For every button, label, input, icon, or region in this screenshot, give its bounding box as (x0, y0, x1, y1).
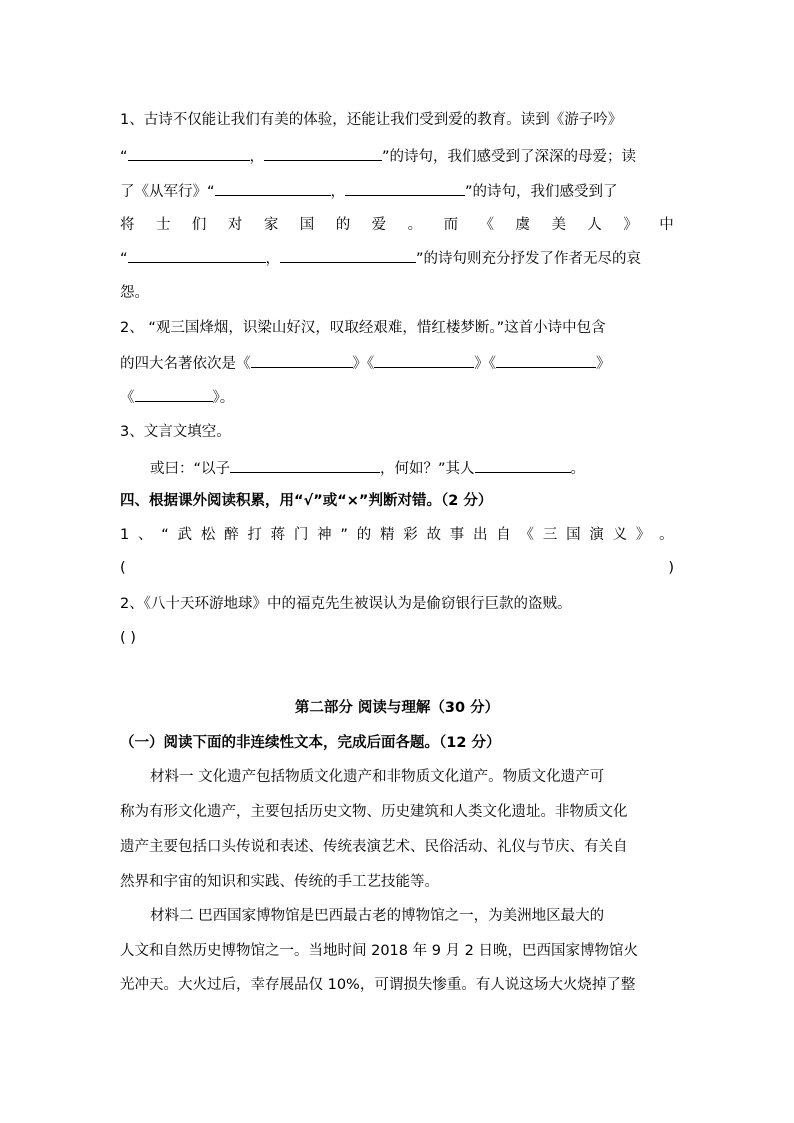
material-2-line-3: 光冲天。大火过后，幸存展品仅 10%，可谓损失惨重。有人说这场大火烧掉了整 (120, 977, 636, 993)
q3-line-1: 3、文言文填空。 (120, 424, 231, 440)
q3-line-2: 或曰：“以子 ，何如？”其人 。 (150, 457, 674, 479)
material-1-line-4: 然界和宇宙的知识和实践、传统的手工艺技能等。 (120, 874, 439, 890)
fill-blank[interactable] (374, 352, 474, 368)
q1-line-2: “ ， ”的诗句，我们感受到了深深的母爱；读 (120, 145, 674, 167)
fill-blank[interactable] (230, 457, 380, 473)
q2-line-3: 《 》。 (120, 386, 674, 408)
fill-blank[interactable] (280, 247, 416, 263)
fill-blank[interactable] (128, 247, 266, 263)
answer-box-1[interactable]: ( ) (120, 560, 674, 576)
fill-blank[interactable] (251, 352, 353, 368)
part2-subheading: （一）阅读下面的非连续性文本，完成后面各题。（12 分） (120, 735, 501, 751)
part2-title: 第二部分 阅读与理解（30 分） (294, 700, 500, 716)
q1-line-1: 1、古诗不仅能让我们有美的体验，还能让我们受到爱的教育。读到《游子吟》 (120, 112, 623, 128)
section4-item-2: 2、《八十天环游地球》中的福克先生被误认为是偷窃银行巨款的盗贼。 (120, 596, 572, 612)
section4-item-1: 1 、 “ 武 松 醉 打 蒋 门 神 ” 的 精 彩 故 事 出 自 《 三 国 演 义 》 。 (120, 527, 674, 543)
fill-blank[interactable] (345, 180, 465, 196)
answer-box-2[interactable]: ( ) (120, 630, 136, 646)
fill-blank[interactable] (215, 180, 331, 196)
material-2-line-2: 人文和自然历史博物馆之一。当地时间 2018 年 9 月 2 日晚，巴西国家博物馆火 (120, 943, 639, 959)
material-1-line-1: 材料一 文化遗产包括物质文化遗产和非物质文化道产。物质文化遗产可 (150, 769, 605, 785)
q1-line-5: “ ， ”的诗句则充分抒发了作者无尽的哀 (120, 247, 674, 269)
fill-blank[interactable] (128, 145, 250, 161)
material-1-line-3: 遗产主要包括口头传说和表述、传统表演艺术、民俗活动、礼仪与节庆、有关自 (120, 839, 628, 855)
fill-blank[interactable] (475, 457, 571, 473)
q2-line-2: 的四大名著依次是《 》《 》《 》 (120, 352, 674, 374)
q1-line-6: 怨。 (120, 285, 149, 301)
q1-line-4: 将 士 们 对 家 国 的 爱 。 而 《 虞 美 人 》 中 (120, 217, 674, 233)
material-1-line-2: 称为有形文化遗产，主要包括历史文物、历史建筑和人类文化遗址。非物质文化 (120, 804, 628, 820)
q2-line-1: 2、 “观三国烽烟，识梁山好汉，叹取经艰难，惜红楼梦断。”这首小诗中包含 (120, 320, 606, 336)
fill-blank[interactable] (135, 386, 213, 402)
material-2-line-1: 材料二 巴西国家博物馆是巴西最古老的博物馆之一，为美洲地区最大的 (150, 908, 605, 924)
section4-heading: 四、根据课外阅读积累，用“√”或“×”判断对错。（2 分） (120, 493, 493, 509)
q1-line-3: 了《从军行》“ ， ”的诗句，我们感受到了 (120, 180, 674, 202)
fill-blank[interactable] (264, 145, 382, 161)
fill-blank[interactable] (496, 352, 596, 368)
